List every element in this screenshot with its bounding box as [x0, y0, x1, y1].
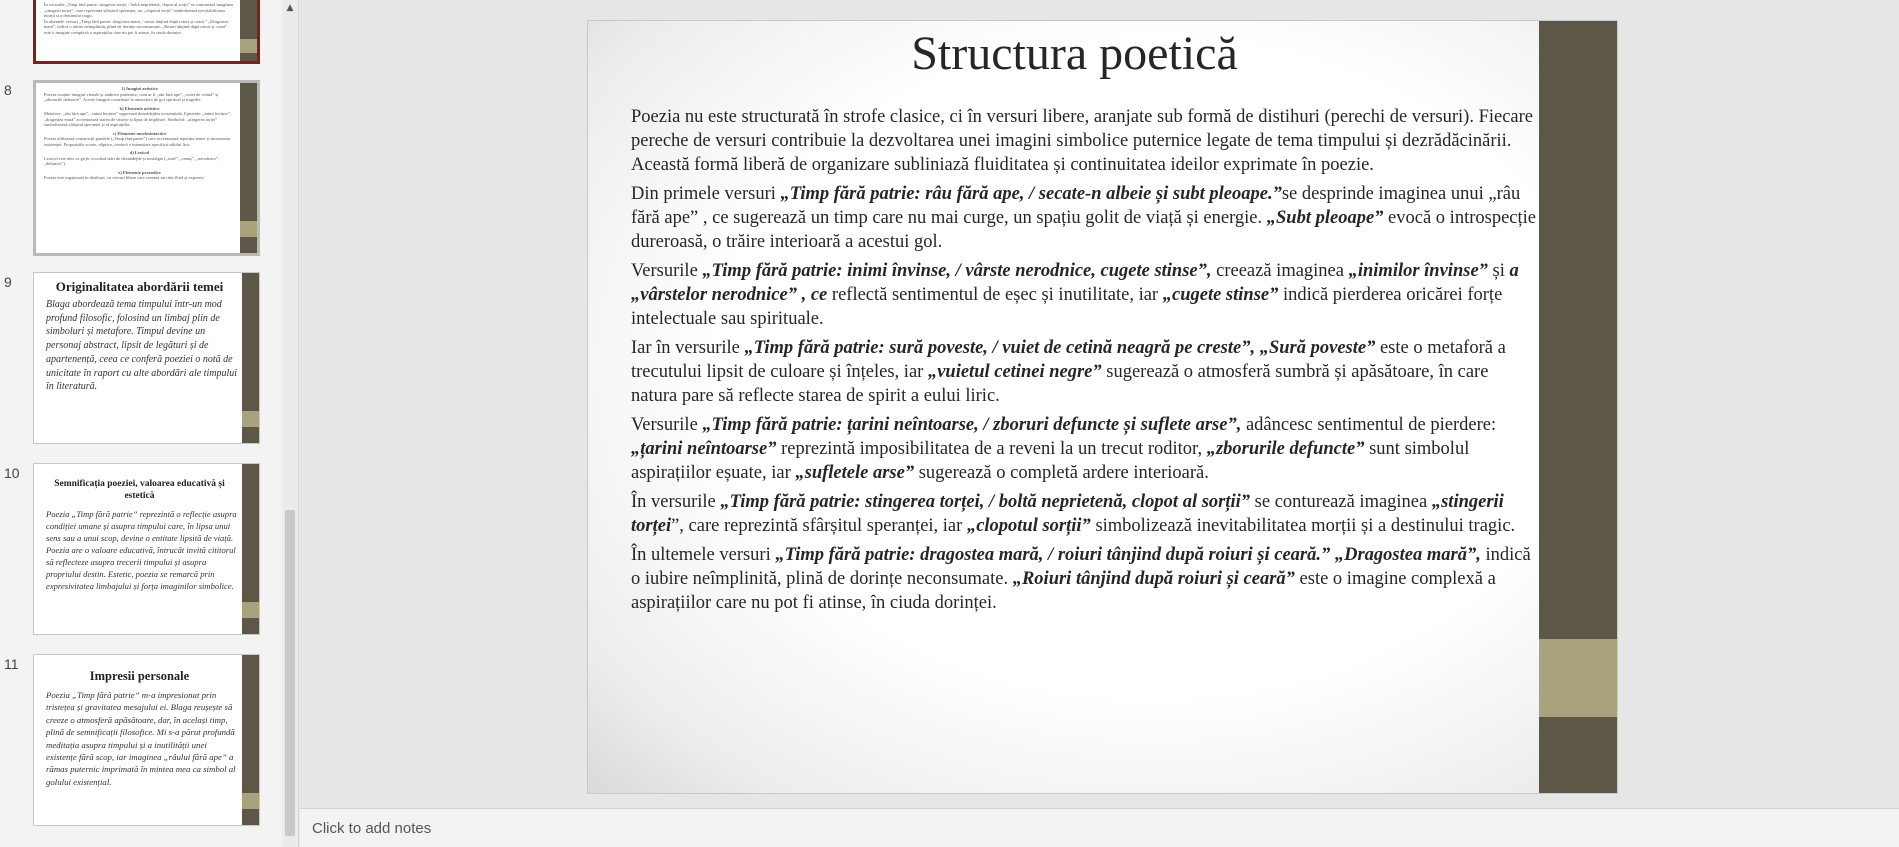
- slide-paragraph: [631, 105, 1538, 177]
- thumbnail-body: Poezia „Timp fără patrie” m-a impresionat prin tristețea și gravitatea mesajului ei. Blaga reușește să creeze o atmosferă apăsătoare, dar, în același timp, plină de semnificații filosofice. Mi s-a părut profundă meditația asupra timpului și a inutilității unei existențe fără scop, iar imaginea „râului fără ape” a rămas puternic imprimată în mintea mea ca simbol al golului existențial.: [46, 690, 236, 787]
- thumbnail-body: Blaga abordează tema timpului într-un mod profund filosofic, folosind un limbaj plin de simboluri și metafore. Timpul devine un personaj abstract, lipsit de legături și de apartenență, ceea ce conferă poeziei o notă de unicitate în raport cu alte abordări ale timpului în literatură.: [46, 299, 238, 393]
- thumbnail-side-accent: [242, 793, 259, 809]
- thumbnail-side-accent: [240, 39, 257, 53]
- thumbnail-subheading: 1) Imagini artistice: [121, 86, 158, 91]
- thumbnail-title: Originalitatea abordării temei: [55, 279, 224, 294]
- paragraph-text: În versurile: [631, 492, 721, 512]
- paragraph-text: reflectă sentimentul de eșec și inutilitate, iar: [827, 285, 1163, 305]
- quoted-verse: „Timp fără patrie: dragostea mară, / roiuri tânjind după roiuri și ceară.” „Dragostea mară”,: [775, 545, 1481, 565]
- slide-number: 9: [4, 274, 12, 290]
- scrollbar-thumb[interactable]: [285, 510, 295, 836]
- slide-number: 8: [4, 82, 12, 98]
- quoted-verse: „Timp fără patrie: inimi învinse, / vârste nerodnice, cugete stinse”,: [702, 261, 1212, 281]
- thumbnail-subheading: d) Lexicul: [129, 150, 150, 155]
- paragraph-text: indică o iubire neîmplinită, plină de dorințe neconsumate.: [631, 545, 1531, 589]
- slide-title[interactable]: Structura poetică: [911, 27, 1238, 80]
- paragraph-text: Versurile: [631, 261, 703, 281]
- paragraph-text: sunt simbolul aspirațiilor eșuate, iar: [631, 439, 1470, 483]
- slide-number: 11: [4, 656, 19, 672]
- quoted-verse: „Timp fără patrie: țarini neîntoarse, / zboruri defuncte și suflete arse”,: [702, 415, 1242, 435]
- slide-thumbnail-11[interactable]: [33, 654, 260, 826]
- quoted-verse: „Timp fără patrie: stingerea torței, / boltă neprietenă, clopot al sorții”: [720, 492, 1251, 512]
- thumbnail-text: Poezia conține imagini vizuale și auditive puternice, cum ar fi „râu fără ape”, „vuiet de cetină” și „zborurile defuncte”. Aceste imagini contribuie la atmosfera de gol spiritual și tragedie.: [44, 91, 219, 102]
- slide-thumbnail-slot-10: [0, 463, 282, 635]
- thumbnail-subheading: b) Elemente artistice: [119, 105, 160, 111]
- thumbnail-subheading: e) Elemente prozodice: [118, 169, 161, 175]
- notes-placeholder: Click to add notes: [312, 820, 432, 837]
- quoted-verse: „zborurile defuncte”: [1206, 439, 1365, 459]
- thumbnail-side-accent: [242, 411, 259, 427]
- quoted-verse: „inimilor învinse”: [1348, 261, 1488, 281]
- thumbnail-body: Poezia „Timp fără patrie” reprezintă o reflecție asupra condiției umane și asupra timpului care, în lipsa unui sens sau a unui scop, devine o entitate lipsită de viață. Poezia are o valoare educativă, întrucât invită cititorul să reflecteze asupra trecerii timpului și asupra propriului destin. Estetic, poezia se remarcă prin expresivitatea limbajului și forța imaginilor simbolice.: [46, 509, 237, 591]
- paragraph-text: creează imaginea: [1211, 261, 1349, 281]
- thumbnail-title: Semnificația poeziei, valoarea educativă și estetică: [54, 479, 225, 501]
- paragraph-text: Din primele versuri: [631, 184, 781, 204]
- quoted-verse: „Roiuri tânjind după roiuri și ceară”: [1012, 569, 1295, 589]
- thumbnail-text: Metafore: „râu fără ape”, „inimi învinse” sugerează deznădejdea existențială. Epitetele: „inimi învinse”, „dragostea mară” accentuează starea de tristețe și lipsa de împlinire. Simbolul: „stingerea torței” simbolizează sfârșitul speranței și al aspirațiilor.: [44, 111, 232, 127]
- slide-paragraph: [631, 259, 1538, 331]
- thumbnail-side-accent: [242, 602, 259, 618]
- thumbnail-text: Poezia utilizează construcții paralele („Timp fără patrie”) care accentuează repetiția temei și monotonia existenței. Propozițiile scurte, eliptice, conferă o intensitate specifică stilului liric.: [44, 136, 230, 147]
- paragraph-text: sugerează o completă ardere interioară.: [914, 463, 1209, 483]
- slide-thumbnail-pane: [0, 0, 282, 847]
- slide-body-text[interactable]: [631, 105, 1538, 620]
- paragraph-text: sugerează o atmosferă sumbră și apăsătoare, în care natura pare să reflecte starea de spirit a eului liric.: [631, 362, 1489, 406]
- current-slide[interactable]: [587, 20, 1618, 794]
- paragraph-text: evocă o introspecție dureroasă, o trăire interioară a acestui gol.: [631, 208, 1536, 252]
- slide-paragraph: [631, 336, 1538, 408]
- slide-paragraph: [631, 543, 1538, 615]
- paragraph-text: reprezintă imposibilitatea de a reveni la un trecut roditor,: [776, 439, 1207, 459]
- paragraph-text: se conturează imaginea: [1250, 492, 1432, 512]
- quoted-verse: „Timp fără patrie: sură poveste, / vuiet de cetină neagră pe creste”, „Sură poveste”: [744, 338, 1376, 358]
- paragraph-text: ”, care reprezintă sfârșitul speranței, iar: [671, 516, 967, 536]
- thumbnail-subheading: c) Elemente morfosintactice: [112, 130, 167, 136]
- quoted-verse: „sufletele arse”: [795, 463, 915, 483]
- scroll-up-arrow-icon[interactable]: ▲: [286, 3, 294, 13]
- paragraph-text: indică pierderea oricărei forțe intelectuale sau spirituale.: [631, 285, 1503, 329]
- slide-editor-area: [300, 0, 1899, 808]
- quoted-verse: „vuietul cetinei negre”: [927, 362, 1102, 382]
- quoted-verse: „Subt pleoape”: [1266, 208, 1384, 228]
- slide-thumbnail-slot-11: [0, 654, 282, 826]
- paragraph-text: Versurile: [631, 415, 703, 435]
- thumbnail-title: Impresii personale: [89, 669, 190, 683]
- slide-paragraph: [631, 490, 1538, 538]
- slide-paragraph: [631, 413, 1538, 485]
- thumbnail-text: În ultemele versuri „Timp fără patrie: dragostea mară, / roiuri tânjind după roiuri și ceară.” „Dragostea mară”, indică o iubire neîmplinită, plină de dorințe neconsumate. „Roiuri tânjind după roiuri și ceară” este o imagine complexă a aspirațiilor care nu pot fi atinse, în ciuda dorinței.: [44, 18, 229, 35]
- paragraph-text: În ultemele versuri: [631, 545, 776, 565]
- paragraph-text: se desprinde imaginea unui „râu fără ape” , ce sugerează un timp care nu mai curge, un spațiu golit de viață și energie.: [631, 184, 1521, 228]
- slide-thumbnail-slot-8: [0, 80, 282, 256]
- notes-pane[interactable]: [300, 808, 1899, 847]
- paragraph-text: este o metaforă a trecutului lipsit de culoare și înțeles, iar: [631, 338, 1506, 382]
- paragraph-text: și: [1487, 261, 1510, 281]
- scroll-down-arrow-icon[interactable]: [284, 839, 296, 845]
- thumbnail-text: În versurile „Timp fără patrie: stingerea torței, / boltă neprietenă, clopot al sorții” se conturează imaginea „stingerii torței”, care reprezintă sfârșitul speranței, iar „clopotul sorții” simbolizează inevitabilitatea morții și a destinului tragic.: [44, 2, 233, 18]
- thumbnail-side-accent: [240, 221, 257, 237]
- slide-side-accent: [1539, 639, 1617, 717]
- quoted-verse: „clopotul sorții”: [966, 516, 1091, 536]
- slide-thumbnail-8[interactable]: [33, 80, 260, 256]
- paragraph-text: adâncesc sentimentul de pierdere:: [1241, 415, 1497, 435]
- slide-thumbnail-slot-9: [0, 272, 282, 444]
- thumbnail-text: Lexicul este ales cu grijă, evocând stări de deznădejde și nostalgie („surd”, „cenuș”, „nerodnice”, „defuncte”).: [44, 155, 220, 166]
- thumbnail-scrollbar[interactable]: [282, 0, 299, 847]
- quoted-verse: „cugete stinse”: [1162, 285, 1279, 305]
- slide-paragraph: [631, 182, 1538, 254]
- slide-thumbnail-slot-7: [0, 0, 282, 64]
- paragraph-text: Iar în versurile: [631, 338, 745, 358]
- quoted-verse: a „vârstelor nerodnice” , ce: [631, 261, 1519, 305]
- paragraph-text: este o imagine complexă a aspirațiilor care nu pot fi atinse, în ciuda dorinței.: [631, 569, 1496, 613]
- quoted-verse: „Timp fără patrie: râu fără ape, / secate-n albeie și subt pleoape.”: [780, 184, 1282, 204]
- slide-thumbnail-9[interactable]: [33, 272, 260, 444]
- quoted-verse: „țarini neîntoarse”: [631, 439, 777, 459]
- quoted-verse: „stingerii torței: [631, 492, 1504, 536]
- paragraph-text: simbolizează inevitabilitatea morții și a destinului tragic.: [1090, 516, 1516, 536]
- paragraph-text: Poezia nu este structurată în strofe clasice, ci în versuri libere, aranjate sub formă de distihuri (perechi de versuri). Fiecare pereche de versuri contribuie la dezvoltarea unei imagini simbolice puternice legate de tema timpului și dezrădăcinării. Această formă liberă de organizare subliniază fluiditatea și continuitatea ideilor exprimate în poezie.: [631, 107, 1534, 175]
- slide-thumbnail-7[interactable]: [33, 0, 260, 64]
- thumbnail-text: Poezia este organizată în distihuri, cu versuri libere care creează un ritm fluid și expresiv.: [44, 175, 205, 180]
- slide-thumbnail-10[interactable]: [33, 463, 260, 635]
- slide-number: 10: [4, 465, 20, 481]
